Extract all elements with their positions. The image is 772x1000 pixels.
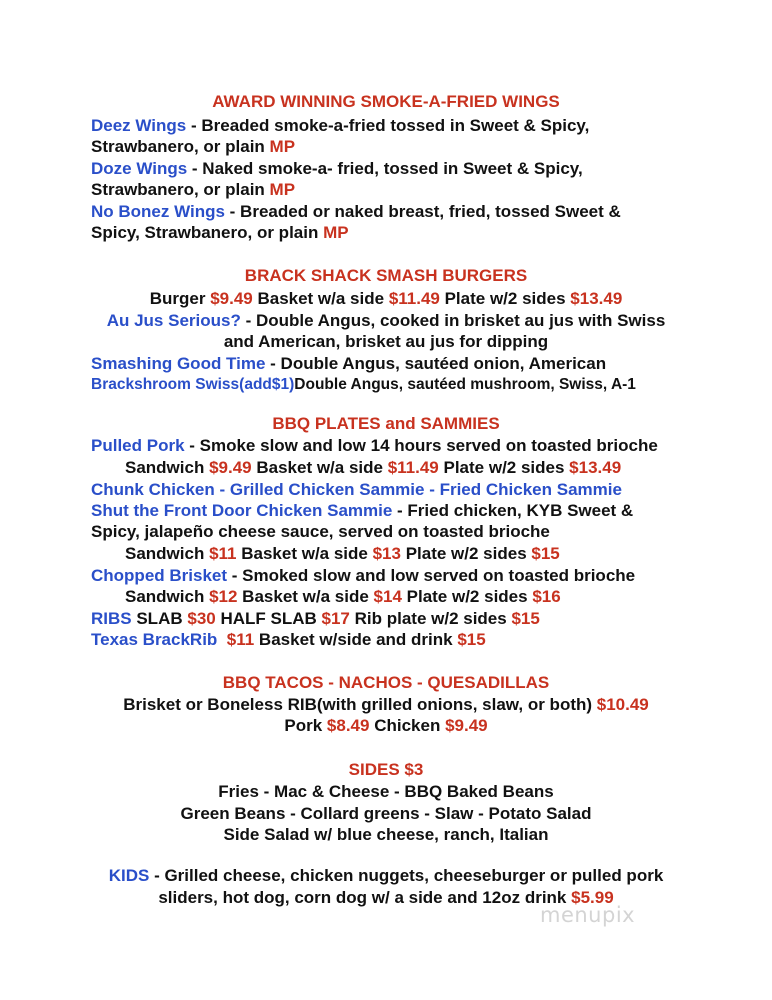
pulled-plate-label: Plate w/2 sides [438,458,570,477]
kids-price: $5.99 [571,888,614,907]
doze-wings-name: Doze Wings [91,159,188,178]
chopped-brisket-desc: - Smoked slow and low served on toasted brioche [227,566,636,585]
pulled-sandwich-price: $9.49 [209,458,252,477]
tacos-chicken-label: Chicken [369,716,446,735]
burger-plate-price: $13.49 [570,289,623,308]
deez-wings-price: MP [269,137,296,156]
sides-line-3: Side Salad w/ blue cheese, ranch, Italian [223,825,549,844]
shut-sandwich-label: Sandwich [125,544,210,563]
kids-desc-cont: sliders, hot dog, corn dog w/ a side and 12oz drink [158,888,572,907]
pulled-pork-desc: - Smoke slow and low 14 hours served on toasted brioche [184,436,658,455]
texas-basket-label: Basket w/side and drink [254,630,458,649]
sides-line-2: Green Beans - Collard greens - Slaw - Potato Salad [180,804,592,823]
kids-line-2 [0,887,772,909]
shut-front-door-prices [125,543,560,565]
burger-price: $9.49 [210,289,253,308]
doze-wings-desc: - Naked smoke-a- fried, tossed in Sweet & Spicy, [187,159,583,178]
tacos-line-1 [0,694,772,716]
deez-wings-line-2 [91,136,295,158]
chopped-brisket-prices [125,586,561,608]
deez-wings-desc: - Breaded smoke-a-fried tossed in Sweet & Spicy, [186,116,590,135]
sides-line-1: Fries - Mac & Cheese - BBQ Baked Beans [218,782,554,801]
kids-desc: - Grilled cheese, chicken nuggets, cheeseburger or pulled pork [149,866,664,885]
burger-basket-price: $11.49 [388,289,440,308]
doze-wings-price: MP [269,180,296,199]
ribs-line [91,608,540,630]
ribs-plate-price: $15 [511,609,540,628]
ribs-slab-price: $30 [187,609,216,628]
shut-basket-price: $13 [372,544,401,563]
ribs-half-price: $17 [321,609,350,628]
smashing-name: Smashing Good Time [91,354,266,373]
shut-plate-label: Plate w/2 sides [400,544,532,563]
shut-sandwich-price: $11 [209,544,237,563]
ribs-name: RIBS [91,609,132,628]
chopped-basket-price: $14 [373,587,402,606]
chopped-brisket-line-1 [91,565,635,587]
doze-wings-desc-cont: Strawbanero, or plain [91,180,270,199]
doze-wings-line-1 [91,158,583,180]
tacos-chicken-price: $9.49 [445,716,488,735]
kids-name: KIDS [108,866,150,885]
shut-basket-label: Basket w/a side [236,544,373,563]
brackshroom-line [91,374,636,396]
pulled-sandwich-label: Sandwich [125,458,210,477]
aujus-line-2: and American, brisket au jus for dipping [223,332,549,351]
brackshroom-desc: Double Angus, sautéed mushroom, Swiss, A-1 [294,376,636,393]
texas-brackrib-line [91,629,486,651]
bbq-heading: BBQ PLATES and SAMMIES [272,414,500,433]
shut-plate-price: $15 [531,544,560,563]
sides-heading: SIDES $3 [348,760,424,779]
nobonez-wings-line-1 [91,201,621,223]
aujus-name: Au Jus Serious? [106,311,241,330]
nobonez-wings-price: MP [323,223,349,242]
burgers-heading: BRACK SHACK SMASH BURGERS [244,266,528,285]
burger-prices-line [0,288,772,310]
shut-front-door-line-2: Spicy, jalapeño cheese sauce, served on toasted brioche [91,522,550,541]
tacos-pork-price: $8.49 [326,716,370,735]
chunk-chicken-line: Chunk Chicken - Grilled Chicken Sammie - Fried Chicken Sammie [91,480,622,499]
pulled-pork-prices [125,457,621,479]
shut-front-door-line-1 [91,500,633,522]
texas-brackrib-name: Texas BrackRib [91,630,218,649]
nobonez-wings-line-2 [91,222,349,244]
deez-wings-desc-cont: Strawbanero, or plain [91,137,270,156]
wings-heading: AWARD WINNING SMOKE-A-FRIED WINGS [212,92,560,111]
pulled-basket-label: Basket w/a side [251,458,388,477]
chopped-basket-label: Basket w/a side [237,587,374,606]
pulled-basket-price: $11.49 [387,458,439,477]
ribs-half-label: HALF SLAB [215,609,322,628]
shut-front-door-desc: - Fried chicken, KYB Sweet & [392,501,634,520]
brackshroom-name: Brackshroom Swiss(add$1) [91,376,295,393]
burger-basket-label: Basket w/a side [252,289,389,308]
pulled-pork-name: Pulled Pork [91,436,185,455]
chopped-sandwich-price: $12 [209,587,238,606]
tacos-brisket-price: $10.49 [596,695,649,714]
burger-label: Burger [149,289,211,308]
chopped-sandwich-label: Sandwich [125,587,210,606]
nobonez-wings-name: No Bonez Wings [91,202,225,221]
aujus-desc: - Double Angus, cooked in brisket au jus with Swiss [240,311,666,330]
tacos-line-2 [0,715,772,737]
deez-wings-line-1 [91,115,589,137]
ribs-plate-label: Rib plate w/2 sides [349,609,512,628]
texas-brackrib-price: $11 [226,630,255,649]
smashing-desc: - Double Angus, sautéed onion, American [265,354,607,373]
chopped-brisket-name: Chopped Brisket [91,566,228,585]
deez-wings-name: Deez Wings [91,116,187,135]
tacos-pork-label: Pork [284,716,327,735]
pulled-pork-line-1 [91,435,658,457]
burger-plate-label: Plate w/2 sides [439,289,571,308]
shut-front-door-name: Shut the Front Door Chicken Sammie [91,501,393,520]
texas-basket-price: $15 [457,630,486,649]
doze-wings-line-2 [91,179,295,201]
nobonez-wings-desc: - Breaded or naked breast, fried, tossed Sweet & [224,202,621,221]
menupix-watermark: menupix [540,903,636,927]
tacos-heading: BBQ TACOS - NACHOS - QUESADILLAS [222,673,550,692]
nobonez-wings-desc-cont: Spicy, Strawbanero, or plain [91,223,324,242]
ribs-slab-label: SLAB [131,609,188,628]
chopped-plate-price: $16 [532,587,561,606]
smashing-line [91,353,606,375]
aujus-line-1 [0,310,772,332]
tacos-desc: Brisket or Boneless RIB(with grilled onions, slaw, or both) [123,695,597,714]
kids-line-1 [0,865,772,887]
chopped-plate-label: Plate w/2 sides [401,587,533,606]
pulled-plate-price: $13.49 [569,458,622,477]
